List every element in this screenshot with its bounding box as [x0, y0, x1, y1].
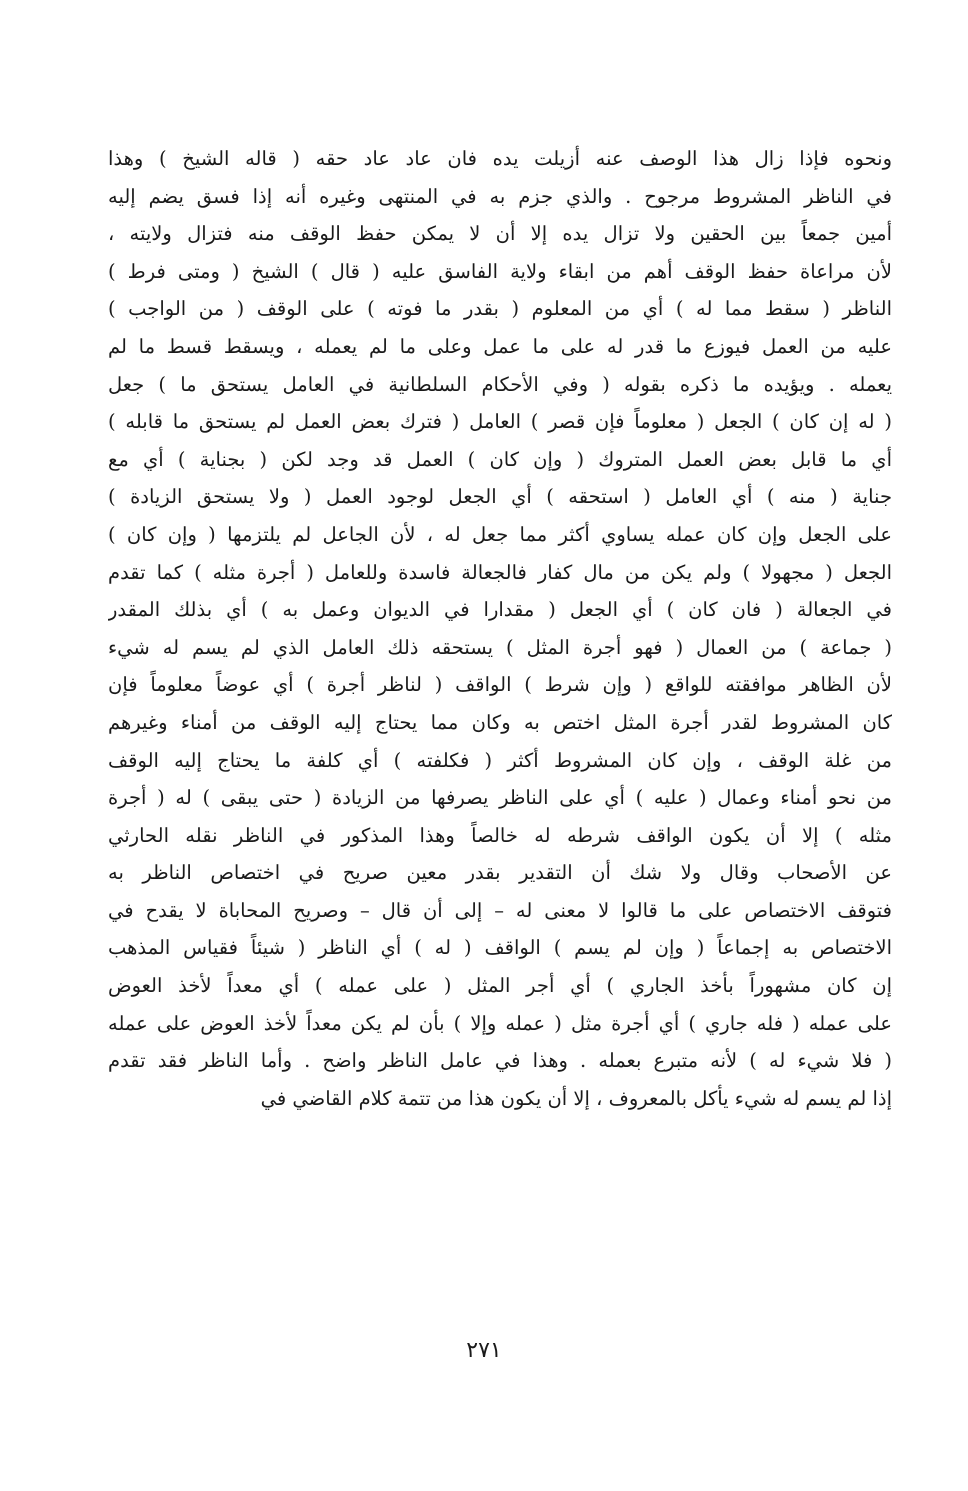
text-line: فتوقف الاختصاص على ما قالوا لا معنى له – إلى أن قال – وصريح المحاباة لا يقدح في [108, 898, 892, 922]
text-line: الاختصاص به إجماعاً ( وإن لم يسم ) الواقف ( له ) أي الناظر ( شيئاً فقياس المذهب [108, 936, 892, 960]
text-line: جناية ( منه ) أي العامل ( استحقه ) أي الجعل لوجود العمل ( ولا يستحق الزيادة ) [108, 485, 892, 509]
page-number: ٢٧١ [466, 1338, 502, 1363]
text-line: لأن مراعاة حفظ الوقف أهم من ابقاء ولاية الفاسق عليه ( قال ) الشيخ ( ومتى فرط ) [108, 259, 892, 283]
text-line: أمين جمعاً بين الحقين ولا تزال يده إلا أن لا يمكن حفظ الوقف منه فتزال ولايته ، [108, 222, 892, 246]
text-line: كان المشروط لقدر أجرة المثل اختص به وكان مما يحتاج إليه الوقف من أمناء وغيرهم [108, 710, 892, 734]
body-text [108, 140, 892, 1117]
text-line: في الناظر المشروط مرجوح . والذي جزم به في المنتهى وغيره أنه إذا فسق يضم إليه [108, 184, 892, 208]
text-line: مثله ) إلا أن يكون الواقف شرطه له خالصاً وهذا المذكور في الناظر نقله الحارثي [108, 823, 892, 847]
text-line: ( فلا شيء له ) لأنه متبرع بعمله . وهذا في عامل الناظر واضح . وأما الناظر فقد تقدم [108, 1049, 892, 1073]
text-line: ( جماعة ) من العمال ( فهو أجرة المثل ) يستحقه ذلك العامل الذي لم يسم له شيء [108, 635, 892, 659]
text-line: الناظر ( سقط مما له ) أي من المعلوم ( بقدر ما فوته ) على الوقف ( من الواجب ) [108, 297, 892, 321]
text-line: من نحو أمناء وعمال ( عليه ) أي على الناظر يصرفها من الزيادة ( حتى يبقى ) له ( أجرة [108, 786, 892, 810]
text-line: يعمله . ويؤيده ما ذكره بقوله ( وفي الأحكام السلطانية في العامل يستحق ما ) جعل [108, 372, 892, 396]
text-line: ( له إن كان ) الجعل ( معلوماً فإن قصر ) العامل ( فترك بعض العمل لم يستحق ما قابله ) [108, 410, 892, 434]
text-line: على الجعل وإن كان عمله يساوي أكثر مما جعل له ، لأن الجاعل لم يلتزمها ( وإن كان ) [108, 522, 892, 546]
text-line: الجعل ( مجهولا ) ولم يكن من مال كفار فالجعالة فاسدة وللعامل ( أجرة مثله ) كما تقدم [108, 560, 892, 584]
text-line: من غلة الوقف ، وإن كان المشروط أكثر ( فكلفته ) أي كلفة ما يحتاج إليه الوقف [108, 748, 892, 772]
text-line: لأن الظاهر موافقته للواقع ( وإن شرط ) الواقف ( لناظر أجرة ) أي عوضاً معلوماً فإن [108, 673, 892, 697]
text-line: عليه من العمل فيوزع ما قدر له على ما عمل وعلى ما لم يعمله ، ويسقط قسط ما لم [108, 334, 892, 358]
text-line: ونحوه فإذا زال هذا الوصف عنه أزيلت يده فان عاد عاد حقه ( قاله الشيخ ) وهذا [108, 147, 892, 170]
text-line: إذا لم يسم له شيء يأكل بالمعروف ، إلا أن يكون هذا من تتمة كلام القاضي في [260, 1086, 892, 1110]
text-line: عن الأصحاب وقال ولا شك أن التقدير بقدر معين صريح في اختصاص الناظر به [108, 861, 892, 885]
text-line: أي ما قابل بعض العمل المتروك ( وإن كان ) العمل قد وجد لكن ( بجناية ) أي مع [108, 447, 892, 471]
text-line: في الجعالة ( فان كان ) أي الجعل ( مقدارا في الديوان وعمل به ) أي بذلك المقدر [108, 598, 892, 622]
text-line: إن كان مشهوراً بأخذ الجاري ) أي أجر المثل ( على عمله ) أي معداً لأخذ العوض [108, 974, 892, 998]
text-line: على عمله ( فله جاري ) أي أجرة مثل ( عمله وإلا ) بأن لم يكن معداً لأخذ العوض على عمله [108, 1011, 892, 1035]
